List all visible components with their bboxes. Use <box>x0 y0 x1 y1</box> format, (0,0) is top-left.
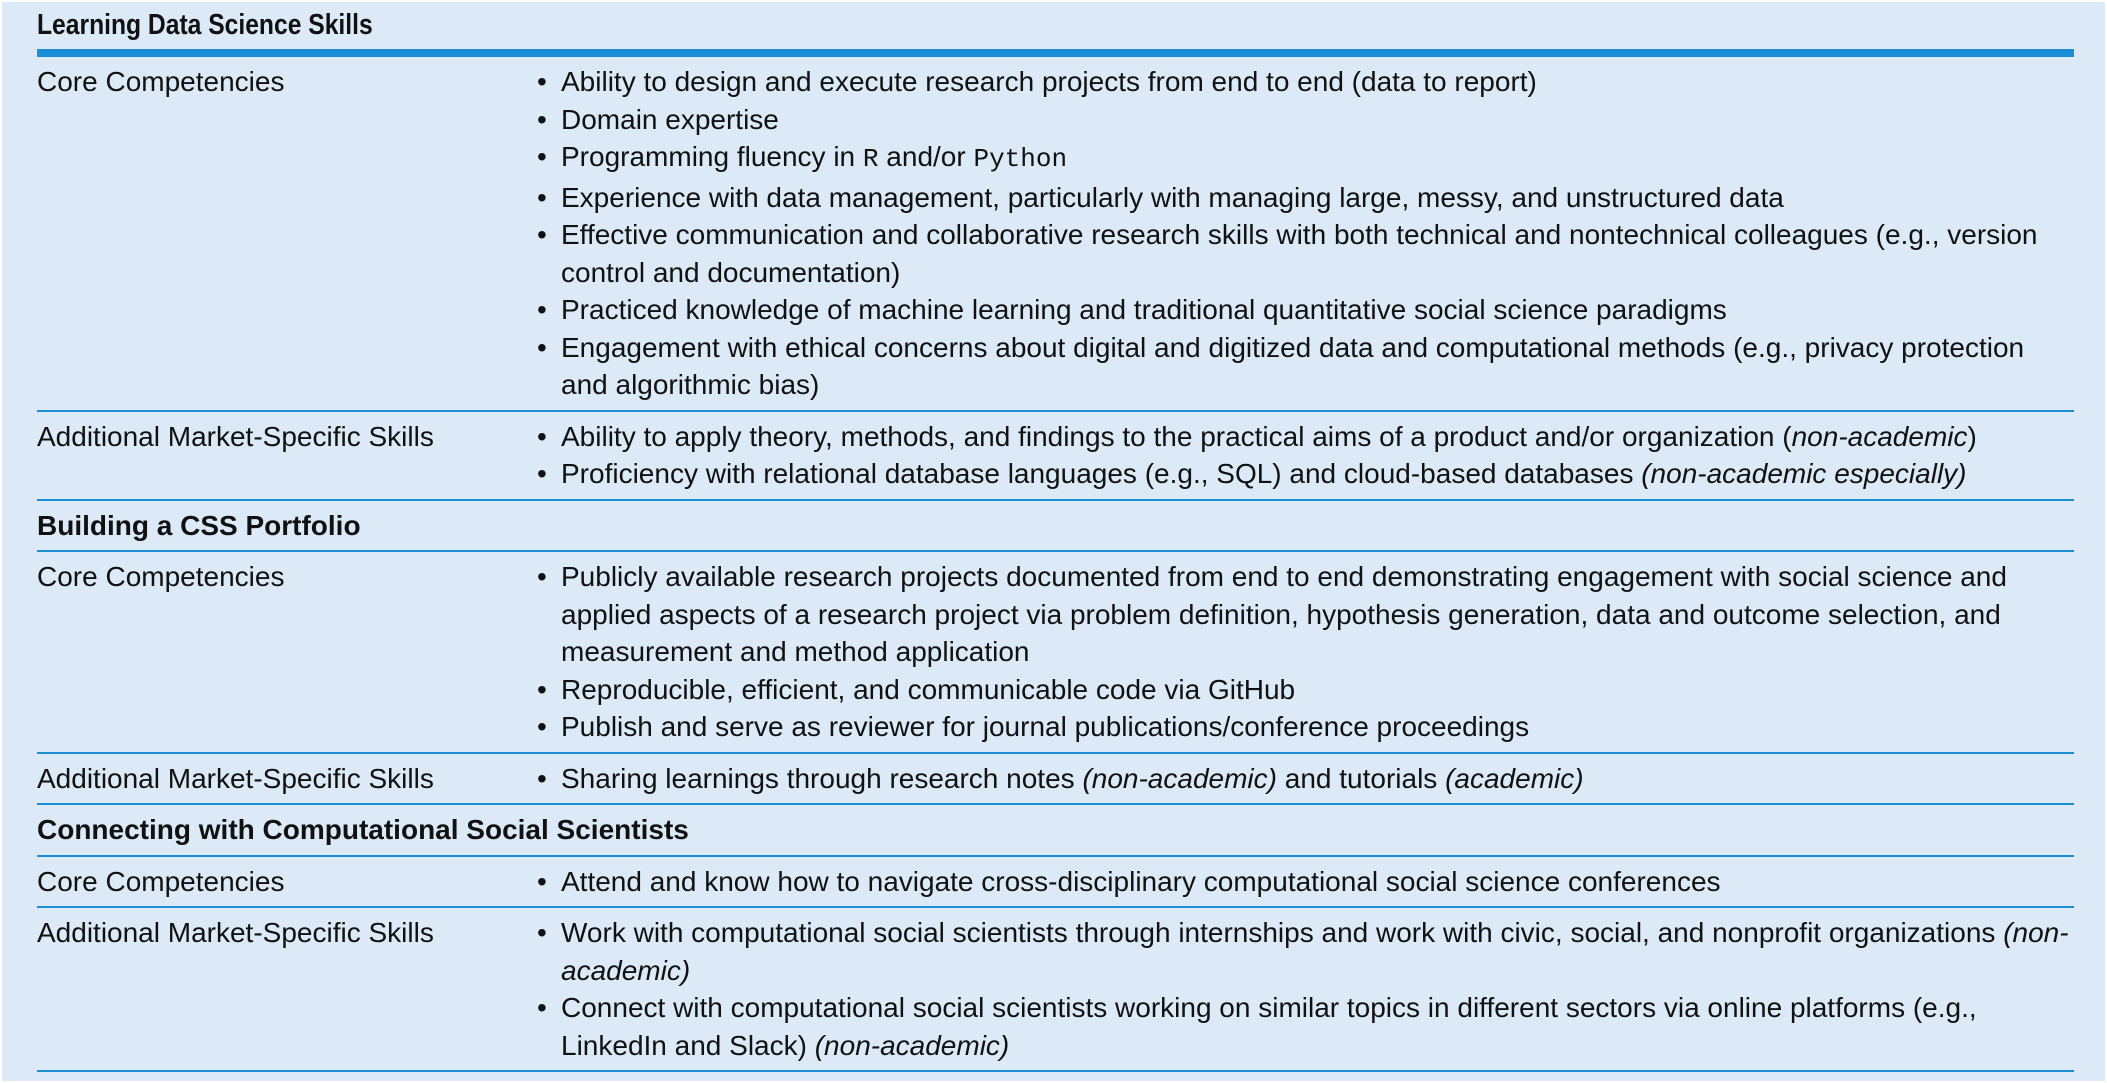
item-note: (non-academic especially) <box>1641 458 1967 489</box>
list-item: • Engagement with ethical concerns about digital and digitized data and computational methods (e.g., privacy protection and algorithmic bias) <box>537 329 2074 404</box>
code-r: R <box>862 144 879 174</box>
list-item <box>537 989 2074 1064</box>
skills-table-panel <box>2 2 2105 1081</box>
item-text: Sharing learnings through research notes <box>561 762 1083 794</box>
item-text: Proficiency with relational database languages (e.g., SQL) and cloud-based databases <box>561 458 1642 489</box>
list-item: • Practiced knowledge of machine learning and traditional quantitative social science paradigms <box>537 291 2074 329</box>
list-item <box>537 138 2074 179</box>
list-item <box>537 418 2074 456</box>
item-note: (non-academic) <box>1082 762 1277 794</box>
list-item: • Experience with data management, particularly with managing large, messy, and unstructured data <box>537 179 2074 217</box>
bullet-list <box>537 760 2074 798</box>
list-item <box>537 455 2074 493</box>
bullet-list <box>537 914 2074 1064</box>
item-text: Connect with computational social scientists working on similar topics in different sectors via online platforms (e.g., LinkedIn and Slack) <box>561 992 1977 1061</box>
table-title-row <box>37 2 2074 57</box>
list-item: • Publicly available research projects documented from end to end demonstrating engagement with social science and applied aspects of a research project via problem definition, hypothesis generation, data and outcome selection, and measurement and method application <box>537 558 2074 671</box>
item-note: non-academic <box>1791 420 1968 452</box>
row-label: Additional Market-Specific Skills <box>37 917 434 948</box>
list-item: • Effective communication and collaborative research skills with both technical and nontechnical colleagues (e.g., version control and documentation) <box>537 216 2074 291</box>
bullet-list <box>537 558 2074 746</box>
item-text: Programming fluency in <box>561 141 863 172</box>
section-heading-connecting: Connecting with Computational Social Scientists <box>37 805 2074 857</box>
s1-additional-row <box>37 412 2074 501</box>
row-label: Core Competencies <box>37 66 285 97</box>
s2-additional-row <box>37 754 2074 806</box>
item-text: Ability to apply theory, methods, and findings to the practical aims of a product and/or organization ( <box>561 420 1792 452</box>
list-item: • Ability to design and execute research projects from end to end (data to report) <box>537 63 2074 101</box>
row-label: Core Competencies <box>37 865 285 897</box>
list-item: • Reproducible, efficient, and communicable code via GitHub <box>537 671 2074 709</box>
item-note: (non-academic) <box>814 1029 1010 1061</box>
item-note: (academic) <box>1445 762 1584 794</box>
list-item <box>537 760 2074 798</box>
row-label: Additional Market-Specific Skills <box>37 762 434 794</box>
item-text: and tutorials <box>1276 762 1446 794</box>
bullet-list <box>537 418 2074 493</box>
s1-core-row <box>37 57 2074 412</box>
section-heading-portfolio: Building a CSS Portfolio <box>37 501 2074 553</box>
s2-core-row <box>37 552 2074 754</box>
list-item: • Domain expertise <box>537 101 2074 139</box>
list-item: • Publish and serve as reviewer for journal publications/conference proceedings <box>537 708 2074 746</box>
skills-table <box>37 2 2074 1072</box>
bullet-list <box>537 63 2074 404</box>
list-item <box>537 914 2074 989</box>
list-item: • Attend and know how to navigate cross-disciplinary computational social science conferences <box>537 863 2074 901</box>
table-title: Learning Data Science Skills <box>37 9 373 41</box>
s3-additional-row <box>37 908 2074 1072</box>
row-label: Additional Market-Specific Skills <box>37 420 434 452</box>
item-text: Work with computational social scientists through internships and work with civic, social, and nonprofit organizations <box>561 917 2004 948</box>
item-text: and/or <box>878 141 974 172</box>
item-note: (non-academic) <box>561 917 2069 986</box>
item-text: ) <box>1967 420 1977 452</box>
s3-core-row <box>37 857 2074 909</box>
bullet-list <box>537 863 2074 901</box>
row-label: Core Competencies <box>37 561 285 592</box>
code-python: Python <box>973 144 1068 174</box>
